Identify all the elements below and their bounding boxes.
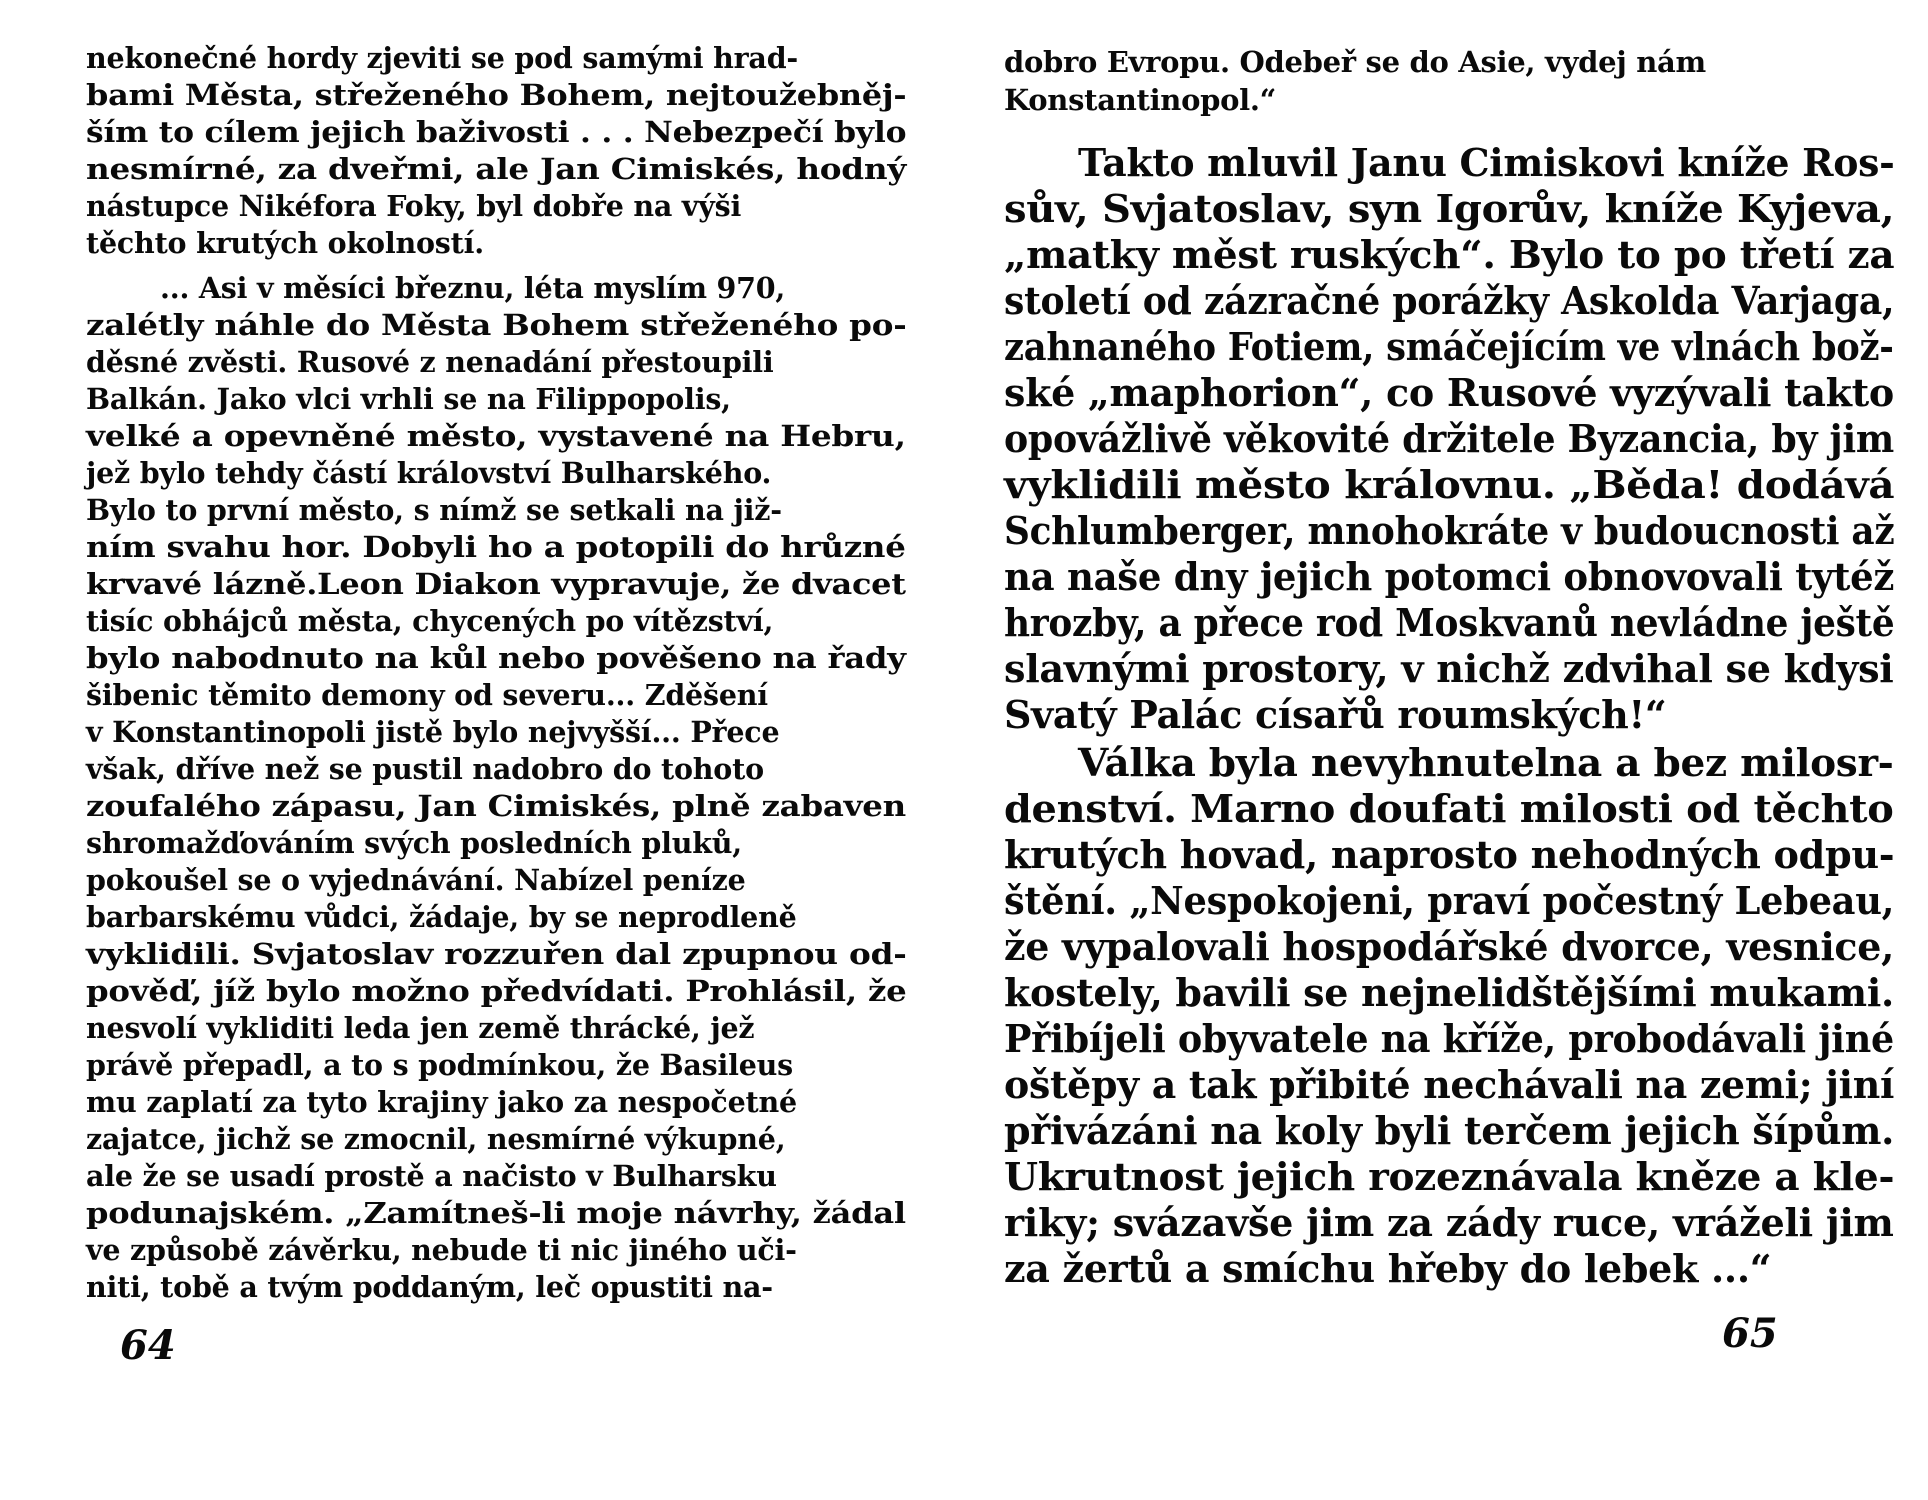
text-line: vyklidili město královnu. „Běda! dodává — [1004, 462, 1895, 507]
text-line: krvavé lázně.Leon Diakon vypravuje, že dvacet — [86, 567, 906, 601]
text-line: Ukrutnost jejich rozeznávala kněze a kle- — [1004, 1154, 1895, 1199]
text-line: zahnaného Fotiem, smáčejícím ve vlnách bož- — [1004, 324, 1894, 369]
page-number-right: 65 — [1722, 1310, 1778, 1357]
text-line: velké a opevněné město, vystavené na Hebru, — [86, 419, 906, 453]
text-line: šibenic těmito demony od severu... Zděšení — [86, 678, 768, 712]
text-line: ské „maphorion“, co Rusové vyzývali takto — [1004, 370, 1894, 415]
text-line: zoufalého zápasu, Jan Cimiskés, plně zabaven — [86, 789, 906, 823]
text-line: na naše dny jejich potomci obnovovali tytéž — [1004, 554, 1895, 599]
text-line: v Konstantinopoli jistě bylo nejvyšší... Přece — [86, 715, 780, 749]
text-line: Svatý Palác císařů roumských!“ — [1004, 692, 1667, 737]
text-line: shromažďováním svých posledních pluků, — [86, 826, 743, 860]
text-line: Balkán. Jako vlci vrhli se na Filippopolis, — [86, 382, 731, 416]
text-line: bami Města, střeženého Bohem, nejtoužebněj- — [86, 78, 907, 112]
text-line: nekonečné hordy zjeviti se pod samými hrad- — [86, 41, 799, 75]
text-line: ... Asi v měsíci březnu, léta myslím 970, — [160, 271, 786, 305]
text-line: denství. Marno doufati milosti od těchto — [1004, 786, 1894, 831]
text-line: právě přepadl, a to s podmínkou, že Basileus — [86, 1048, 794, 1082]
text-line: Válka byla nevyhnutelna a bez milosr- — [1078, 740, 1894, 785]
text-line: ním svahu hor. Dobyli ho a potopili do hrůzné — [86, 530, 906, 564]
text-line: pověď, jíž bylo možno předvídati. Prohlásil, že — [86, 974, 907, 1008]
text-line: Přibíjeli obyvatele na kříže, probodávali jiné — [1004, 1016, 1894, 1061]
text-line: dobro Evropu. Odebeř se do Asie, vydej nám — [1004, 45, 1706, 79]
text-line: opovážlivě věkovité držitele Byzancia, by jim — [1004, 416, 1894, 461]
text-line: bylo nabodnuto na kůl nebo pověšeno na řady — [86, 641, 906, 675]
text-line: ve způsobě závěrku, nebude ti nic jiného uči- — [86, 1233, 797, 1267]
text-line: Bylo to první město, s nímž se setkali na již- — [86, 493, 782, 527]
text-line: oštěpy a tak přibité nechávali na zemi; jiní — [1004, 1062, 1895, 1107]
text-line: štění. „Nespokojeni, praví počestný Lebeau, — [1004, 878, 1895, 923]
text-line: Schlumberger, mnohokráte v budoucnosti až — [1004, 508, 1895, 553]
text-line: slavnými prostory, v nichž zdvihal se kdysi — [1004, 646, 1894, 691]
text-line: zajatce, jichž se zmocnil, nesmírné výkupné, — [86, 1122, 786, 1156]
text-line: že vypalovali hospodářské dvorce, vesnice, — [1004, 924, 1895, 969]
text-line: mu zaplatí za tyto krajiny jako za nespočetné — [86, 1085, 797, 1119]
page-number-left: 64 — [120, 1322, 176, 1369]
text-line: jež bylo tehdy částí království Bulharského. — [86, 456, 772, 490]
text-line: kostely, bavili se nejnelidštějšími mukami. — [1004, 970, 1894, 1015]
text-line: nesmírné, za dveřmi, ale Jan Cimiskés, hodný — [86, 152, 907, 186]
text-line: za žertů a smíchu hřeby do lebek ...“ — [1004, 1246, 1772, 1291]
text-line: barbarskému vůdci, žádaje, by se neprodleně — [86, 900, 797, 934]
text-line: zalétly náhle do Města Bohem střeženého po- — [86, 308, 907, 342]
text-line: tisíc obhájců města, chycených po vítězství, — [86, 604, 774, 638]
text-line: niti, tobě a tvým poddaným, leč opustiti na- — [86, 1270, 773, 1304]
text-line: vyklidili. Svjatoslav rozzuřen dal zpupnou od- — [86, 937, 907, 971]
text-line: podunajském. „Zamítneš-li moje návrhy, žádal — [86, 1196, 906, 1230]
text-line: krutých hovad, naprosto nehodných odpu- — [1004, 832, 1895, 877]
text-line: ale že se usadí prostě a načisto v Bulharsku — [86, 1159, 777, 1193]
text-line: nesvolí vykliditi leda jen země thrácké, jež — [86, 1011, 755, 1045]
text-line: však, dříve než se pustil nadobro do tohoto — [86, 752, 764, 786]
text-line: Takto mluvil Janu Cimiskovi kníže Ros- — [1078, 140, 1895, 185]
text-line: těchto krutých okolností. — [86, 226, 484, 260]
text-line: děsné zvěsti. Rusové z nenadání přestoupili — [86, 345, 774, 379]
text-line: Konstantinopol.“ — [1004, 83, 1277, 117]
text-line: „matky měst ruských“. Bylo to po třetí za — [1004, 232, 1895, 277]
text-line: sův, Svjatoslav, syn Igorův, kníže Kyjeva, — [1004, 186, 1895, 231]
text-line: pokoušel se o vyjednávání. Nabízel peníze — [86, 863, 746, 897]
text-line: hrozby, a přece rod Moskvanů nevládne ještě — [1004, 600, 1895, 645]
text-line: století od zázračné porážky Askolda Varjaga, — [1004, 278, 1895, 323]
text-line: riky; svázavše jim za zády ruce, vráželi jim — [1004, 1200, 1894, 1245]
text-line: přivázáni na koly byli terčem jejich šípům. — [1004, 1108, 1895, 1153]
text-line: nástupce Nikéfora Foky, byl dobře na výši — [86, 189, 742, 223]
text-line: ším to cílem jejich baživosti . . . Nebezpečí bylo — [86, 115, 907, 149]
